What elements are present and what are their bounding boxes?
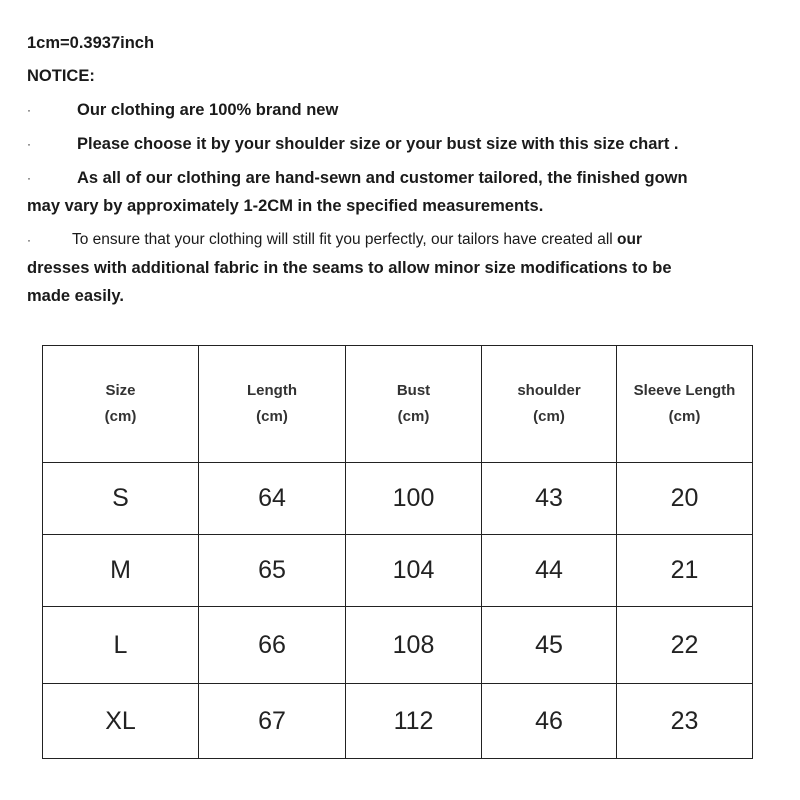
- cell-size: S: [43, 463, 199, 535]
- notice-text: Our clothing are 100% brand new: [77, 101, 339, 119]
- cell-size: M: [43, 535, 199, 607]
- bullet-dot-icon: ·: [27, 233, 31, 247]
- cell-sleeve-length: 23: [617, 684, 753, 759]
- notice-title: NOTICE:: [27, 67, 95, 85]
- bullet-dot-icon: ·: [27, 171, 31, 185]
- cell-length: 67: [199, 684, 346, 759]
- cell-bust: 112: [346, 684, 482, 759]
- notice-text-strong: our: [612, 231, 643, 248]
- notice-text-continued: made easily.: [27, 287, 124, 305]
- header-length: Length (cm): [199, 346, 346, 463]
- table-row: [43, 607, 753, 684]
- table-header-row: [43, 346, 753, 463]
- cell-sleeve-length: 20: [617, 463, 753, 535]
- notice-text: Please choose it by your shoulder size or your bust size with this size chart .: [77, 135, 679, 153]
- cell-size: L: [43, 607, 199, 684]
- notice-section: [27, 33, 767, 310]
- cell-bust: 104: [346, 535, 482, 607]
- table-row: [43, 684, 753, 759]
- bullet-dot-icon: ·: [27, 137, 31, 151]
- size-chart-table: [42, 345, 753, 759]
- notice-text-normal: To ensure that your clothing will still fit you perfectly, our tailors have created all: [72, 231, 613, 248]
- cell-shoulder: 44: [482, 535, 617, 607]
- cell-bust: 100: [346, 463, 482, 535]
- cell-length: 64: [199, 463, 346, 535]
- cell-shoulder: 46: [482, 684, 617, 759]
- notice-bullet: [27, 130, 767, 158]
- notice-text: [27, 226, 767, 254]
- table-row: [43, 535, 753, 607]
- cell-shoulder: 45: [482, 607, 617, 684]
- notice-bullet: [27, 226, 767, 310]
- header-size: Size (cm): [43, 346, 199, 463]
- header-shoulder: shoulder (cm): [482, 346, 617, 463]
- notice-bullet: [27, 96, 767, 124]
- cell-length: 66: [199, 607, 346, 684]
- table-row: [43, 463, 753, 535]
- cell-bust: 108: [346, 607, 482, 684]
- header-sleeve-length: Sleeve Length (cm): [617, 346, 753, 463]
- cell-sleeve-length: 21: [617, 535, 753, 607]
- bullet-dot-icon: ·: [27, 103, 31, 117]
- header-bust: Bust (cm): [346, 346, 482, 463]
- cell-size: XL: [43, 684, 199, 759]
- notice-text: As all of our clothing are hand-sewn and customer tailored, the finished gown: [77, 169, 688, 187]
- cell-length: 65: [199, 535, 346, 607]
- notice-text-continued: dresses with additional fabric in the seams to allow minor size modifications to be: [27, 259, 672, 277]
- unit-conversion: 1cm=0.3937inch: [27, 34, 155, 52]
- cell-sleeve-length: 22: [617, 607, 753, 684]
- notice-text-continued: may vary by approximately 1-2CM in the specified measurements.: [27, 197, 544, 215]
- notice-bullet: [27, 164, 767, 220]
- cell-shoulder: 43: [482, 463, 617, 535]
